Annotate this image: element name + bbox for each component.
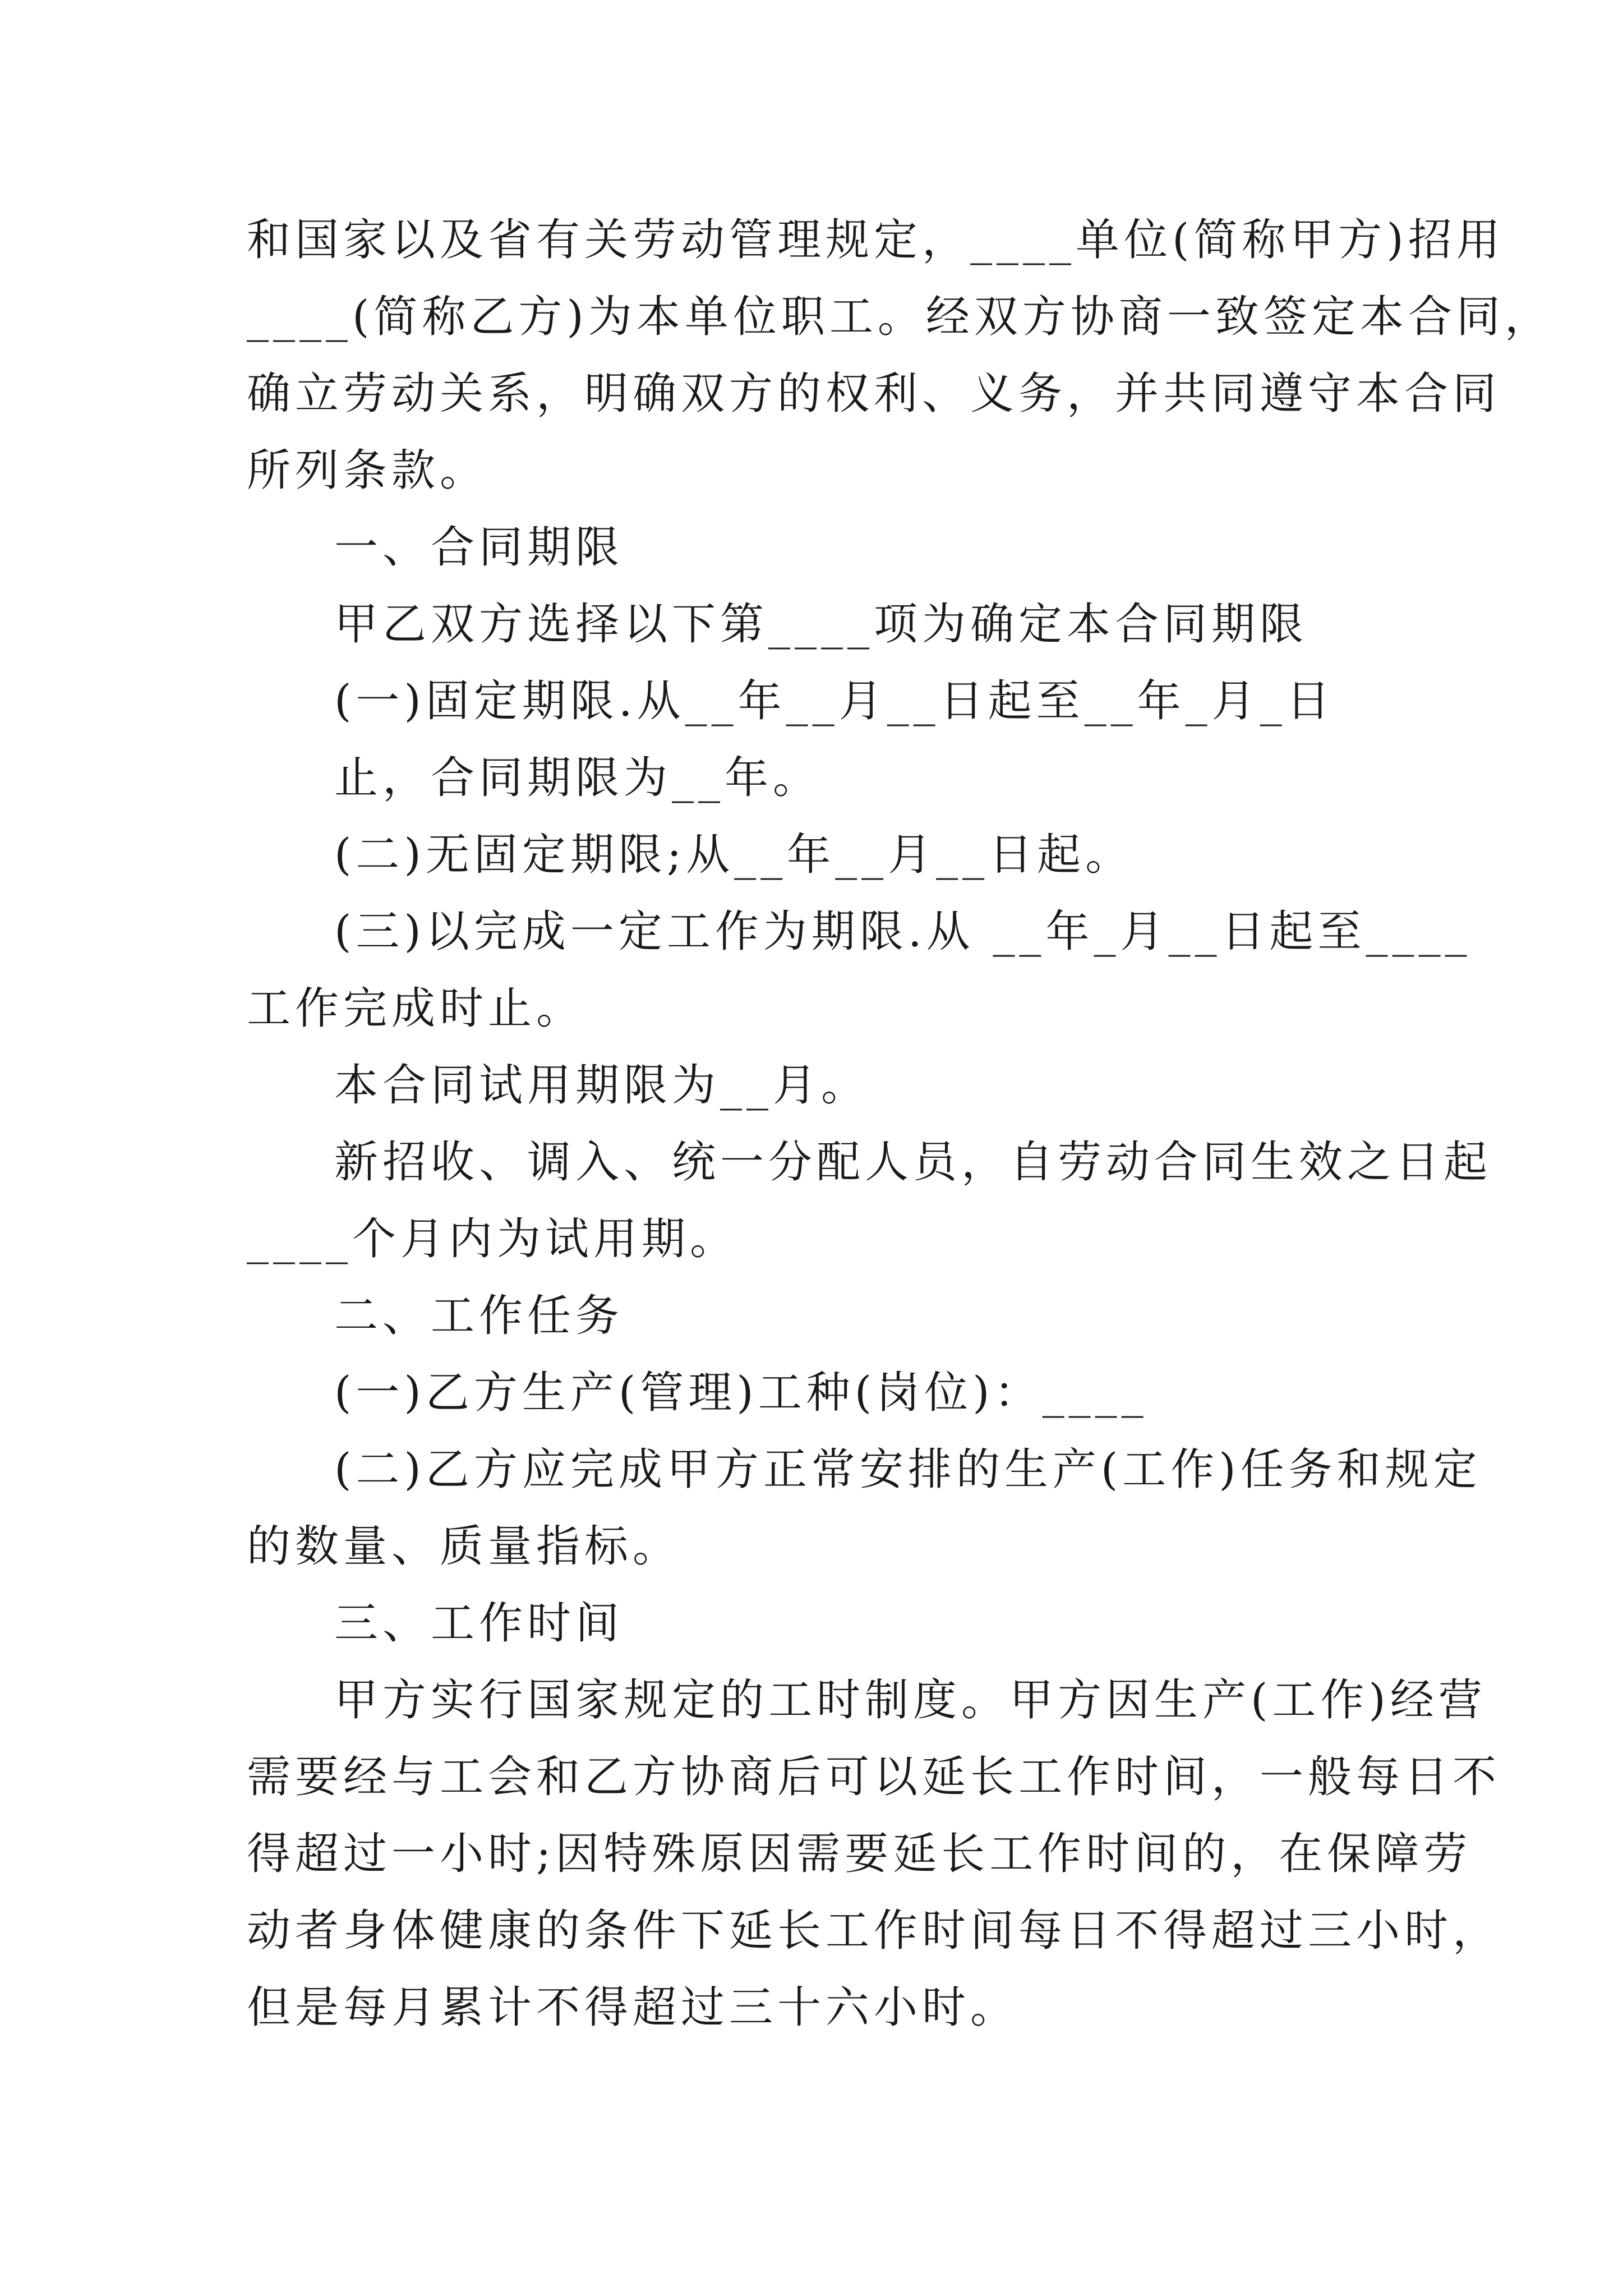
section-heading: 一、合同期限 <box>334 522 624 573</box>
text-line: 止，合同期限为__年。 <box>334 753 822 803</box>
text-line: 的数量、质量指标。 <box>247 1521 681 1572</box>
text-line: 但是每月累计不得超过三十六小时。 <box>247 1982 1019 2033</box>
text-line: 和国家以及省有关劳动管理规定，____单位(简称甲方)招用 <box>247 215 1505 265</box>
text-line: ____个月内为试用期。 <box>247 1214 739 1264</box>
text-line: 甲乙双方选择以下第____项为确定本合同期限 <box>334 599 1308 650</box>
section-heading: 三、工作时间 <box>334 1598 624 1649</box>
text-line: (一)固定期限.从__年__月__日起至__年_月_日 <box>334 676 1335 726</box>
text-line: 动者身体健康的条件下延长工作时间每日不得超过三小时， <box>247 1906 1501 1956</box>
text-line: (一)乙方生产(管理)工种(岗位)：____ <box>334 1368 1148 1418</box>
section-heading: 二、工作任务 <box>334 1291 624 1341</box>
text-line: (二)乙方应完成甲方正常安排的生产(工作)任务和规定 <box>334 1444 1482 1495</box>
text-line: 新招收、调入、统一分配人员，自劳动合同生效之日起 <box>334 1137 1492 1188</box>
text-line: 确立劳动关系，明确双方的权利、义务，并共同遵守本合同 <box>247 369 1501 419</box>
text-line: 所列条款。 <box>247 445 488 496</box>
text-line: 甲方实行国家规定的工时制度。甲方因生产(工作)经营 <box>334 1675 1487 1726</box>
text-line: 需要经与工会和乙方协商后可以延长工作时间，一般每日不 <box>247 1752 1501 1802</box>
text-line: 工作完成时止。 <box>247 983 585 1034</box>
text-line: 得超过一小时;因特殊原因需要延长工作时间的，在保障劳 <box>247 1829 1472 1879</box>
text-line: (三)以完成一定工作为期限.从 __年_月__日起至____ <box>334 907 1472 957</box>
text-line: 本合同试用期限为__月。 <box>334 1060 870 1111</box>
text-line: (二)无固定期限;从__年__月__日起。 <box>334 830 1134 880</box>
text-line: ____(简称乙方)为本单位职工。经双方协商一致签定本合同， <box>247 292 1553 342</box>
document-body <box>247 202 1553 2046</box>
